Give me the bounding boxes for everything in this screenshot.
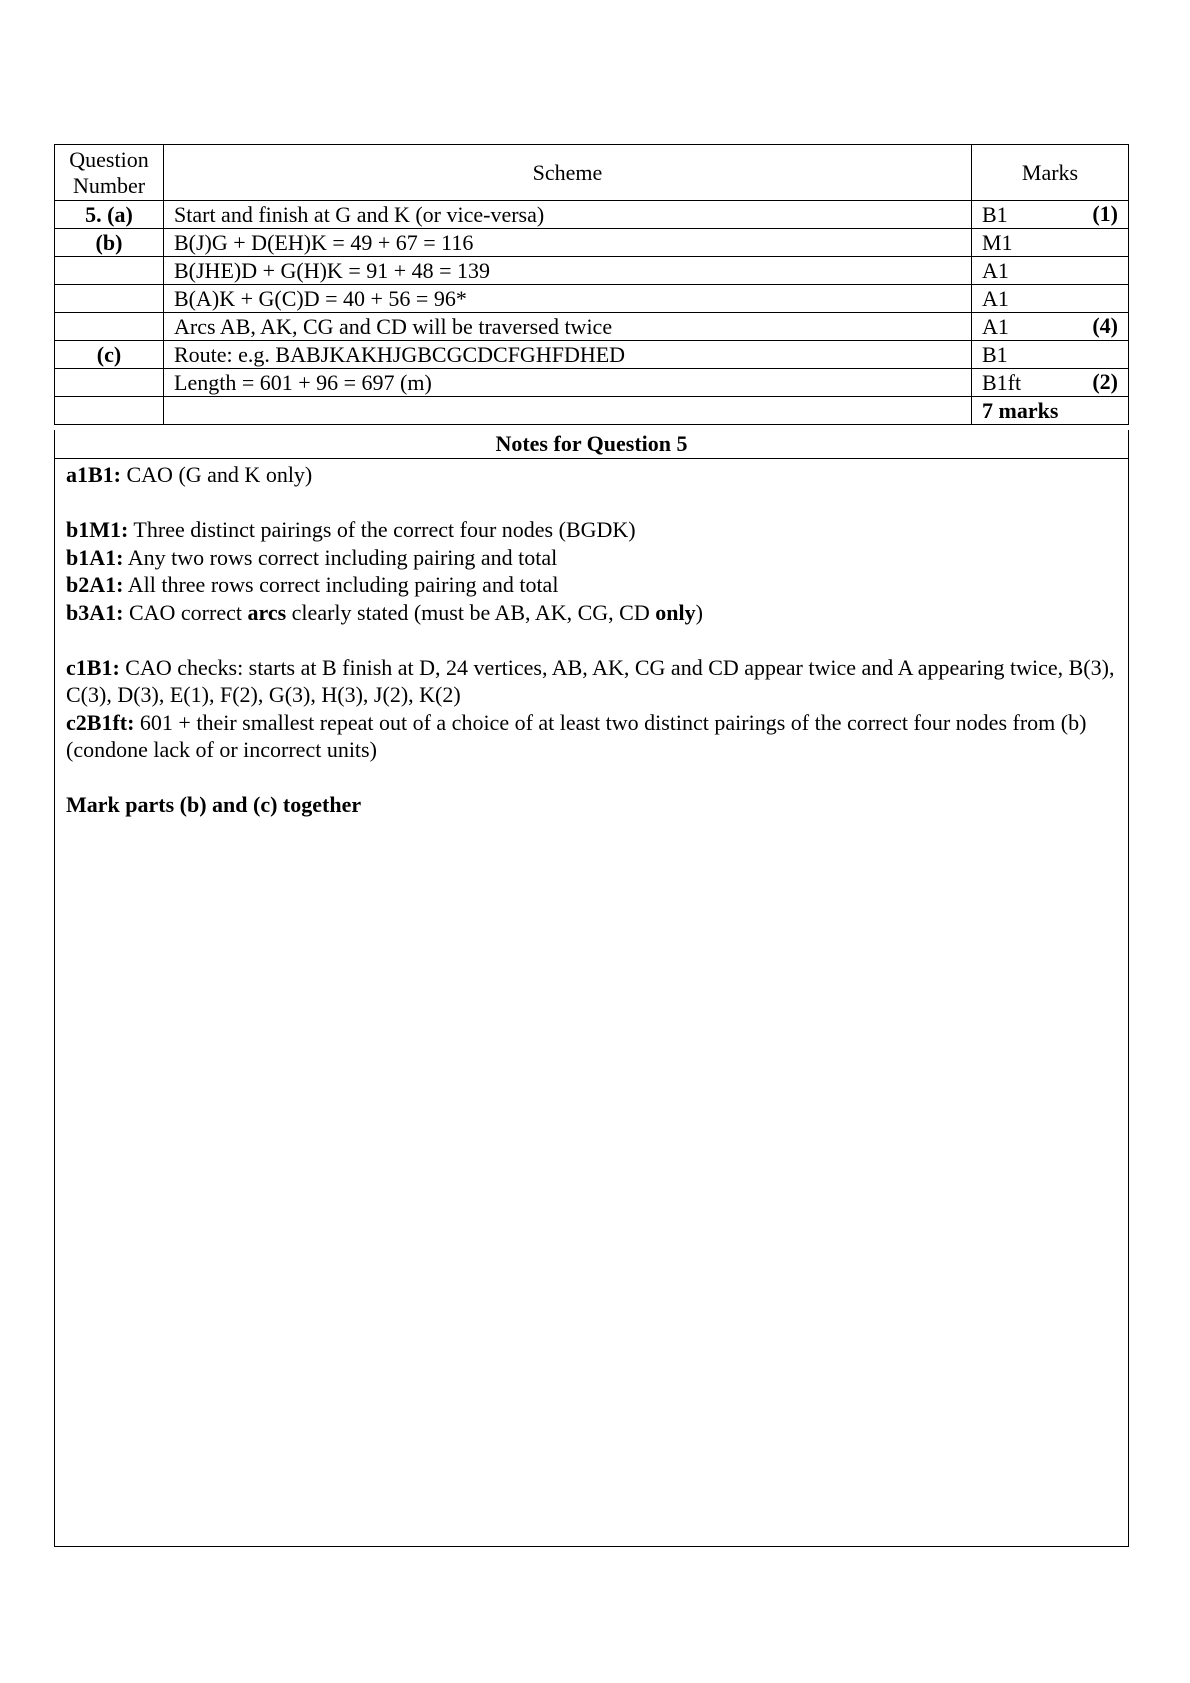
notes-title: Notes for Question 5	[55, 430, 1128, 459]
table-row	[55, 369, 1129, 397]
question-label	[55, 313, 164, 341]
note-text: CAO checks: starts at B finish at D, 24 vertices, AB, AK, CG and CD appear twice and A appearing twice, B(3), C(3), D(3), E(1), F(2), G(3), H(3), J(2), K(2)	[66, 654, 1115, 707]
mark-code: M1	[982, 229, 1013, 255]
mark-code: A1	[982, 285, 1009, 311]
question-label	[55, 257, 164, 285]
total-marks: 7 marks	[972, 397, 1129, 425]
note-emphasis: only	[655, 599, 696, 625]
mark-cell	[972, 285, 1129, 313]
note-emphasis: arcs	[247, 599, 287, 625]
note-label: b1M1:	[66, 517, 129, 542]
scheme-cell: Route: e.g. BABJKAKHJGBCGCDCFGHFDHED	[164, 341, 972, 369]
mark-cell	[972, 313, 1129, 341]
notes-box	[54, 430, 1129, 1547]
note-text: Three distinct pairings of the correct four nodes (BGDK)	[128, 517, 636, 542]
note-label: b1A1:	[66, 544, 124, 570]
note-label: b2A1:	[66, 572, 124, 597]
note-c1B1	[66, 654, 1117, 709]
note-b3A1	[66, 599, 1117, 627]
mark-cell	[972, 341, 1129, 369]
total-row	[55, 397, 1129, 425]
note-label: a1B1:	[66, 462, 121, 487]
note-text: All three rows correct including pairing and total	[123, 572, 559, 597]
scheme-cell: Arcs AB, AK, CG and CD will be traversed twice	[164, 313, 972, 341]
question-label: (c)	[55, 341, 164, 369]
note-label: b3A1:	[66, 599, 124, 625]
table-row	[55, 257, 1129, 285]
note-text: CAO correct	[123, 599, 248, 625]
question-label	[55, 369, 164, 397]
table-row	[55, 313, 1129, 341]
mark-scheme-table	[54, 144, 1129, 425]
header-marks: Marks	[972, 145, 1129, 201]
note-label: c1B1:	[66, 654, 120, 680]
table-row	[55, 229, 1129, 257]
empty-cell	[55, 397, 164, 425]
question-label: 5. (a)	[55, 201, 164, 229]
scheme-cell: B(J)G + D(EH)K = 49 + 67 = 116	[164, 229, 972, 257]
note-text: 601 + their smallest repeat out of a choice of at least two distinct pairings of the correct four nodes from (b) (condone lack of or incorrect units)	[66, 709, 1087, 762]
note-b2A1	[66, 571, 1117, 599]
mark-cell	[972, 257, 1129, 285]
notes-body	[55, 459, 1128, 821]
mark-code: B1ft	[982, 369, 1022, 395]
mark-total: (4)	[1092, 313, 1118, 338]
mark-total: (1)	[1092, 201, 1118, 226]
scheme-cell: B(A)K + G(C)D = 40 + 56 = 96*	[164, 285, 972, 313]
mark-total: (2)	[1092, 369, 1118, 394]
mark-code: B1	[982, 201, 1008, 227]
header-question-number: Question Number	[55, 145, 164, 201]
header-row	[55, 145, 1129, 201]
note-text: CAO (G and K only)	[121, 462, 313, 487]
scheme-cell: B(JHE)D + G(H)K = 91 + 48 = 139	[164, 257, 972, 285]
mark-cell	[972, 201, 1129, 229]
question-label	[55, 285, 164, 313]
note-text: )	[695, 599, 703, 625]
empty-cell	[164, 397, 972, 425]
note-b1A1	[66, 544, 1117, 572]
table-row	[55, 285, 1129, 313]
mark-code: B1	[982, 341, 1008, 367]
note-b1M1	[66, 516, 1117, 544]
header-scheme: Scheme	[164, 145, 972, 201]
mark-cell	[972, 229, 1129, 257]
note-a1B1	[66, 461, 1117, 489]
mark-code: A1	[982, 257, 1009, 283]
table-row	[55, 201, 1129, 229]
scheme-cell: Length = 601 + 96 = 697 (m)	[164, 369, 972, 397]
note-label: c2B1ft:	[66, 709, 135, 735]
table-row	[55, 341, 1129, 369]
note-c2B1ft	[66, 709, 1117, 764]
question-label: (b)	[55, 229, 164, 257]
mark-cell	[972, 369, 1129, 397]
note-footer: Mark parts (b) and (c) together	[66, 792, 362, 817]
note-text: Any two rows correct including pairing and total	[123, 544, 558, 570]
note-text: clearly stated (must be AB, AK, CG, CD	[286, 599, 656, 625]
scheme-cell: Start and finish at G and K (or vice-versa)	[164, 201, 972, 229]
mark-code: A1	[982, 313, 1009, 339]
